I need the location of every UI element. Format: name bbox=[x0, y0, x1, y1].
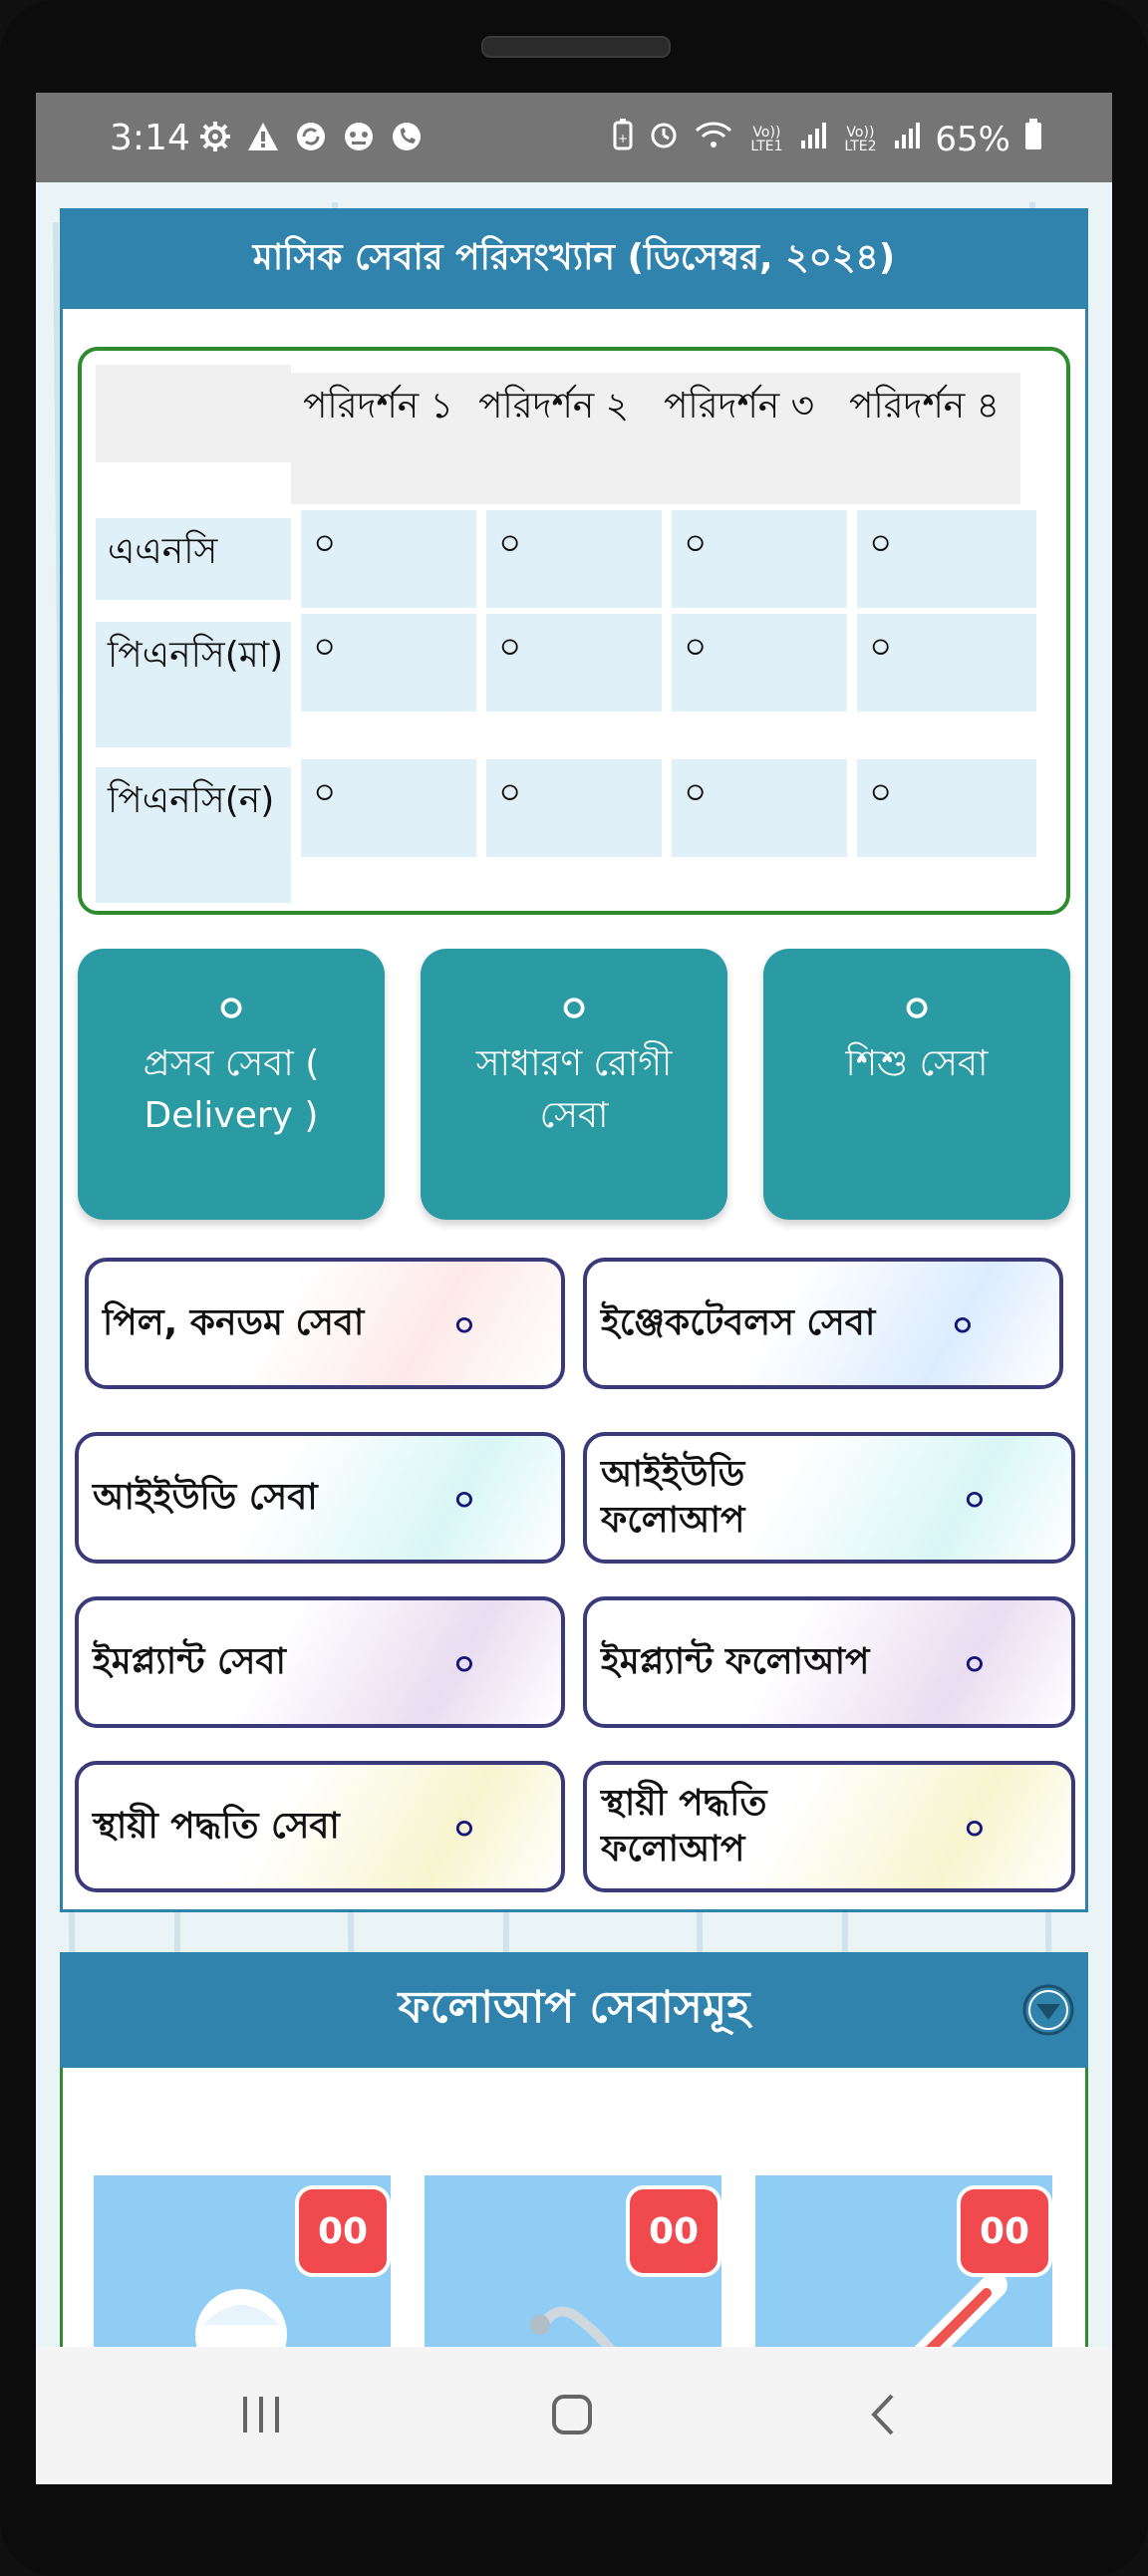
card-label: ইমপ্ল্যান্ট ফলোআপ bbox=[601, 1641, 870, 1682]
sim2-network-label: Vo)) LTE2 bbox=[844, 124, 877, 154]
card-label: আইইউডি সেবা bbox=[93, 1477, 318, 1518]
table-header-visit-4: পরিদর্শন ৪ bbox=[837, 373, 1020, 504]
app-mask-icon bbox=[341, 119, 377, 154]
table-header-visit-3: পরিদর্শন ৩ bbox=[652, 373, 837, 504]
monthly-stats-title: মাসিক সেবার পরিসংখ্যান (ডিসেম্বর, ২০২৪) bbox=[63, 211, 1085, 309]
card-label: ইমপ্ল্যান্ট সেবা bbox=[93, 1641, 286, 1682]
table-header-visit-1: পরিদর্শন ১ bbox=[291, 373, 466, 504]
table-cell: ০ bbox=[486, 510, 662, 608]
status-bar bbox=[36, 93, 1112, 182]
tile-value: ০ bbox=[216, 983, 246, 1033]
back-icon[interactable] bbox=[853, 2385, 913, 2444]
implant-followup-card[interactable] bbox=[583, 1596, 1075, 1728]
chevron-down-icon[interactable] bbox=[1020, 1982, 1076, 2038]
table-cell: ০ bbox=[857, 759, 1036, 857]
battery-icon bbox=[1024, 119, 1042, 159]
card-value: ০ bbox=[951, 1305, 974, 1345]
card-value: ০ bbox=[963, 1809, 986, 1849]
sync-icon bbox=[293, 119, 329, 154]
table-cell: ০ bbox=[301, 759, 476, 857]
table-cell: ০ bbox=[672, 510, 847, 608]
card-value: ০ bbox=[963, 1644, 986, 1684]
signal-1-icon bbox=[799, 120, 827, 159]
table-cell: ০ bbox=[857, 510, 1036, 608]
tile-value: ০ bbox=[902, 983, 932, 1033]
notification-icons bbox=[197, 119, 425, 154]
card-value: ০ bbox=[452, 1644, 475, 1684]
table-corner-cell bbox=[96, 365, 291, 462]
permanent-method-followup-card[interactable] bbox=[583, 1761, 1075, 1892]
settings-gear-icon bbox=[197, 119, 233, 154]
table-cell: ০ bbox=[857, 614, 1036, 712]
general-patient-service-tile[interactable] bbox=[421, 949, 727, 1220]
table-row-label-pnc-newborn: পিএনসি(ন) bbox=[96, 767, 291, 903]
battery-saver-icon bbox=[612, 118, 634, 160]
followup-card-stethoscope[interactable] bbox=[425, 2175, 721, 2347]
followup-card-mother[interactable] bbox=[94, 2175, 391, 2347]
implant-service-card[interactable] bbox=[75, 1596, 565, 1728]
battery-percent: 65% bbox=[935, 119, 1010, 159]
followup-count-badge: 00 bbox=[295, 2185, 391, 2277]
card-value: ০ bbox=[963, 1480, 986, 1520]
followup-count-badge: 00 bbox=[626, 2185, 721, 2277]
home-icon[interactable] bbox=[542, 2385, 602, 2444]
tile-value: ০ bbox=[559, 983, 589, 1033]
table-row-label-anc: এএনসি bbox=[96, 518, 291, 600]
phone-call-icon bbox=[389, 119, 425, 154]
iud-followup-card[interactable] bbox=[583, 1432, 1075, 1564]
iud-service-card[interactable] bbox=[75, 1432, 565, 1564]
permanent-method-service-card[interactable] bbox=[75, 1761, 565, 1892]
table-cell: ০ bbox=[486, 759, 662, 857]
card-label: স্থায়ী পদ্ধতি ফলোআপ bbox=[601, 1783, 767, 1869]
monthly-stats-panel bbox=[60, 208, 1088, 1912]
recent-apps-icon[interactable] bbox=[231, 2385, 291, 2444]
followup-section-header[interactable] bbox=[60, 1952, 1088, 2068]
delivery-service-tile[interactable] bbox=[78, 949, 385, 1220]
screen bbox=[36, 93, 1112, 2484]
status-time: 3:14 bbox=[110, 118, 190, 158]
earpiece-speaker bbox=[481, 36, 671, 58]
injectables-service-card[interactable] bbox=[583, 1258, 1063, 1389]
wifi-icon bbox=[694, 119, 733, 159]
tile-label: প্রসব সেবা ( Delivery ) bbox=[143, 1043, 320, 1136]
table-cell: ০ bbox=[672, 614, 847, 712]
system-nav-bar bbox=[36, 2347, 1112, 2484]
table-header-visit-2: পরিদর্শন ২ bbox=[466, 373, 652, 504]
warning-icon bbox=[245, 119, 281, 154]
card-value: ০ bbox=[452, 1809, 475, 1849]
card-label: ইঞ্জেকটেবলস সেবা bbox=[601, 1302, 876, 1343]
card-label: আইইউডি ফলোআপ bbox=[601, 1454, 745, 1541]
app-content[interactable] bbox=[36, 182, 1112, 2347]
card-label: পিল, কনডম সেবা bbox=[103, 1302, 365, 1343]
table-cell: ০ bbox=[672, 759, 847, 857]
tile-label: শিশু সেবা bbox=[845, 1043, 989, 1084]
tile-label: সাধারণ রোগী সেবা bbox=[475, 1043, 673, 1136]
card-value: ০ bbox=[452, 1305, 475, 1345]
child-service-tile[interactable] bbox=[763, 949, 1070, 1220]
pill-condom-service-card[interactable] bbox=[85, 1258, 565, 1389]
followup-count-badge: 00 bbox=[957, 2185, 1052, 2277]
table-row-label-pnc-mother: পিএনসি(মা) bbox=[96, 622, 291, 747]
sim1-network-label: Vo)) LTE1 bbox=[750, 124, 783, 154]
followup-card-thermometer[interactable] bbox=[755, 2175, 1052, 2347]
table-cell: ০ bbox=[301, 510, 476, 608]
alarm-icon bbox=[648, 119, 680, 159]
svg-text:+: + bbox=[618, 132, 629, 145]
followup-title: ফলোআপ সেবাসমূহ bbox=[398, 1981, 750, 2033]
card-label: স্থায়ী পদ্ধতি সেবা bbox=[93, 1806, 340, 1847]
card-value: ০ bbox=[452, 1480, 475, 1520]
table-cell: ০ bbox=[301, 614, 476, 712]
visit-table bbox=[78, 347, 1070, 915]
status-right-icons bbox=[612, 118, 1042, 160]
table-cell: ০ bbox=[486, 614, 662, 712]
signal-2-icon bbox=[893, 120, 921, 159]
